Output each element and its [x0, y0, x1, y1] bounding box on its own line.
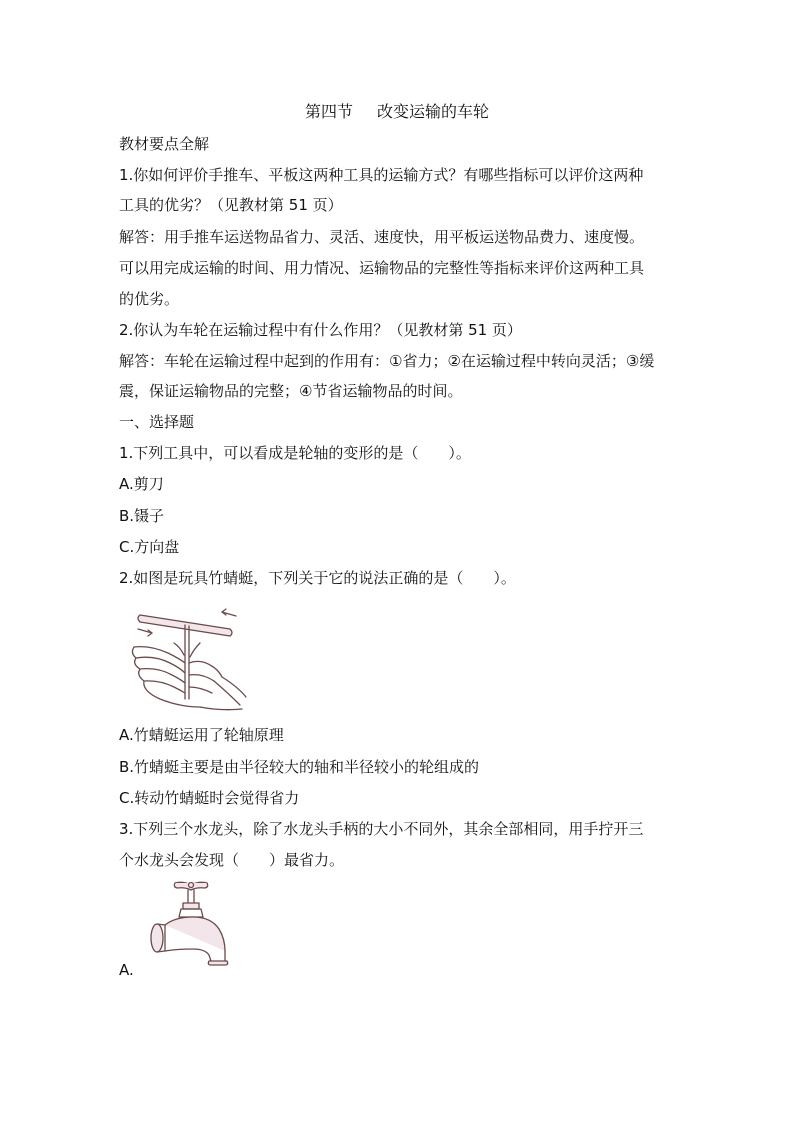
q2-answer-line-1: 解答：车轮在运输过程中起到的作用有：①省力；②在运输过程中转向灵活；③缓	[119, 352, 655, 370]
mc3-stem-line-1: 3.下列三个水龙头，除了水龙头手柄的大小不同外，其余全部相同，用手拧开三	[119, 820, 644, 838]
heading-key-points: 教材要点全解	[119, 135, 210, 153]
bamboo-dragonfly-figure	[130, 603, 250, 713]
title-section: 第四节	[304, 102, 353, 121]
mc2-option-b: B.竹蜻蜓主要是由半径较大的轴和半径较小的轮组成的	[119, 758, 480, 776]
faucet-figure	[145, 877, 245, 969]
q2-answer-line-2: 震，保证运输物品的完整；④节省运输物品的时间。	[119, 382, 463, 400]
q1-line-2: 工具的优劣？（见教材第 51 页）	[119, 196, 343, 214]
mc1-stem: 1.下列工具中，可以看成是轮轴的变形的是（ ）。	[119, 444, 471, 462]
mc3-stem-line-2: 个水龙头会发现（ ）最省力。	[119, 851, 345, 869]
title-name: 改变运输的车轮	[377, 102, 490, 121]
section-choice-heading: 一、选择题	[119, 413, 195, 431]
mc1-option-a: A.剪刀	[119, 475, 164, 493]
mc3-option-a: A.	[119, 961, 134, 979]
page-title	[0, 102, 794, 122]
q1-answer-line-3: 的优劣。	[119, 290, 180, 308]
q1-answer-line-1: 解答：用手推车运送物品省力、灵活、速度快，用平板运送物品费力、速度慢。	[119, 228, 645, 246]
mc1-option-b: B.镊子	[119, 507, 165, 525]
q1-line-1: 1.你如何评价手推车、平板这两种工具的运输方式？有哪些指标可以评价这两种	[119, 166, 644, 184]
mc2-option-c: C.转动竹蜻蜓时会觉得省力	[119, 789, 300, 807]
mc1-option-c: C.方向盘	[119, 538, 180, 556]
q2-line: 2.你认为车轮在运输过程中有什么作用？（见教材第 51 页）	[119, 321, 522, 339]
mc2-stem: 2.如图是玩具竹蜻蜓，下列关于它的说法正确的是（ ）。	[119, 569, 516, 587]
mc2-option-a: A.竹蜻蜓运用了轮轴原理	[119, 726, 284, 744]
q1-answer-line-2: 可以用完成运输的时间、用力情况、运输物品的完整性等指标来评价这两种工具	[119, 259, 645, 277]
